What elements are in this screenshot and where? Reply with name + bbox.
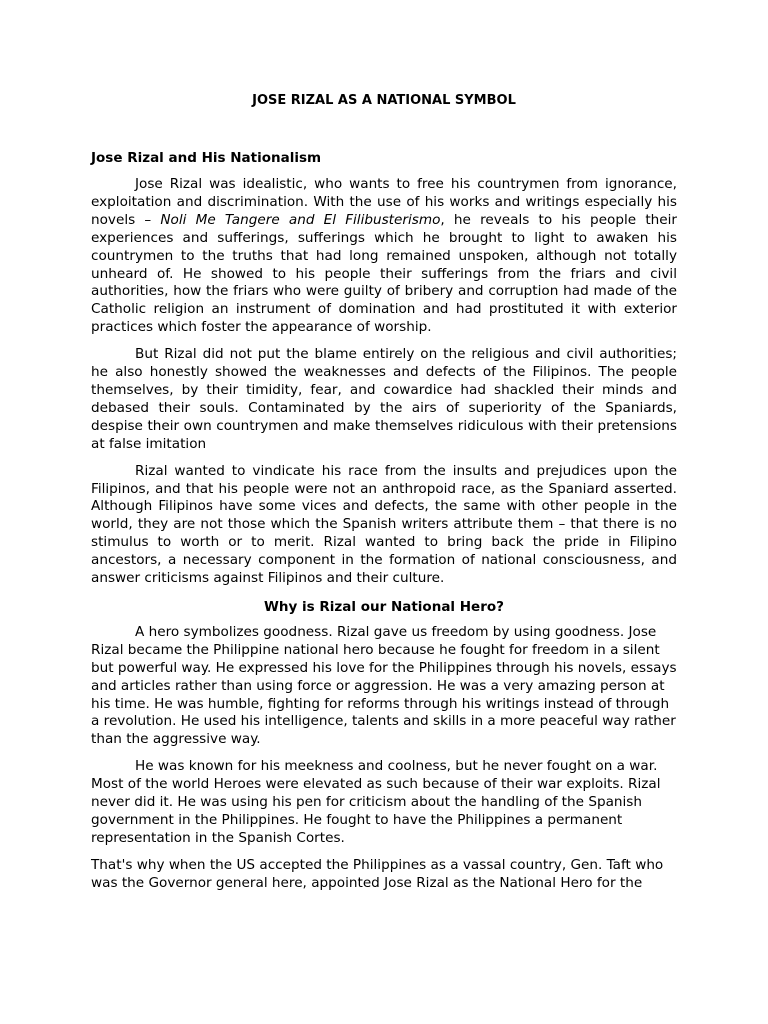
- paragraph-idealistic: [91, 176, 677, 337]
- paragraph-hero-goodness: A hero symbolizes goodness. Rizal gave us freedom by using goodness. Jose Rizal became the Philippine national hero because he fought for freedom in a silent but powerful way. He expressed his love for the Philippines through his novels, essays and articles rather than using force or aggression. He was a very amazing person at his time. He was humble, fighting for reforms through his writings instead of through a revolution. He used his intelligence, talents and skills in a more peaceful way rather than the aggressive way.: [91, 623, 677, 748]
- paragraph-text: Jose Rizal was idealistic, who wants to free his countrymen from ignorance, exploitation and discrimination. With the use of his works and writings especially his novels –: [91, 176, 677, 228]
- paragraph-text: , he reveals to his people their experiences and sufferings, sufferings which he brought to light to awaken his countrymen to the truths that had long remained unspoken, although not totally unheard of. He showed to his people their sufferings from the friars and civil authorities, how the friars who were guilty of bribery and corruption had made of the Catholic religion an instrument of domination and had prostituted it with exterior practices which foster the appearance of worship.: [91, 211, 677, 336]
- section-heading-nationalism: Jose Rizal and His Nationalism: [91, 150, 322, 166]
- novel-titles: Noli Me Tangere and El Filibusterismo: [160, 211, 441, 228]
- paragraph-blame: But Rizal did not put the blame entirely on the religious and civil authorities; he also honestly showed the weaknesses and defects of the Filipinos. The people themselves, by their timidity, fear, and cowardice had shackled their minds and debased their souls. Contaminated by the airs of superiority of the Spaniards, despise their own countrymen and make themselves ridiculous with their pretensions at false imitation: [91, 346, 677, 452]
- section-heading-national-hero: Why is Rizal our National Hero?: [264, 598, 504, 615]
- paragraph-vindicate: Rizal wanted to vindicate his race from the insults and prejudices upon the Filipinos, and that his people were not an anthropoid race, as the Spaniard asserted. Although Filipinos have some vices and defects, the same with other people in the world, they are not those which the Spanish writers attribute them – that there is no stimulus to worth or to merit. Rizal wanted to bring back the pride in Filipino ancestors, a necessary component in the formation of national consciousness, and answer criticisms against Filipinos and their culture.: [91, 462, 677, 587]
- paragraph-taft: That's why when the US accepted the Philippines as a vassal country, Gen. Taft who was the Governor general here, appointed Jose Rizal as the National Hero for the: [91, 856, 664, 891]
- paragraph-meekness: He was known for his meekness and coolness, but he never fought on a war. Most of the world Heroes were elevated as such because of their war exploits. Rizal never did it. He was using his pen for criticism about the handling of the Spanish government in the Philippines. He fought to have the Philippines a permanent representation in the Spanish Cortes.: [91, 758, 661, 846]
- document-title: JOSE RIZAL AS A NATIONAL SYMBOL: [252, 93, 516, 108]
- document-page: [91, 92, 677, 893]
